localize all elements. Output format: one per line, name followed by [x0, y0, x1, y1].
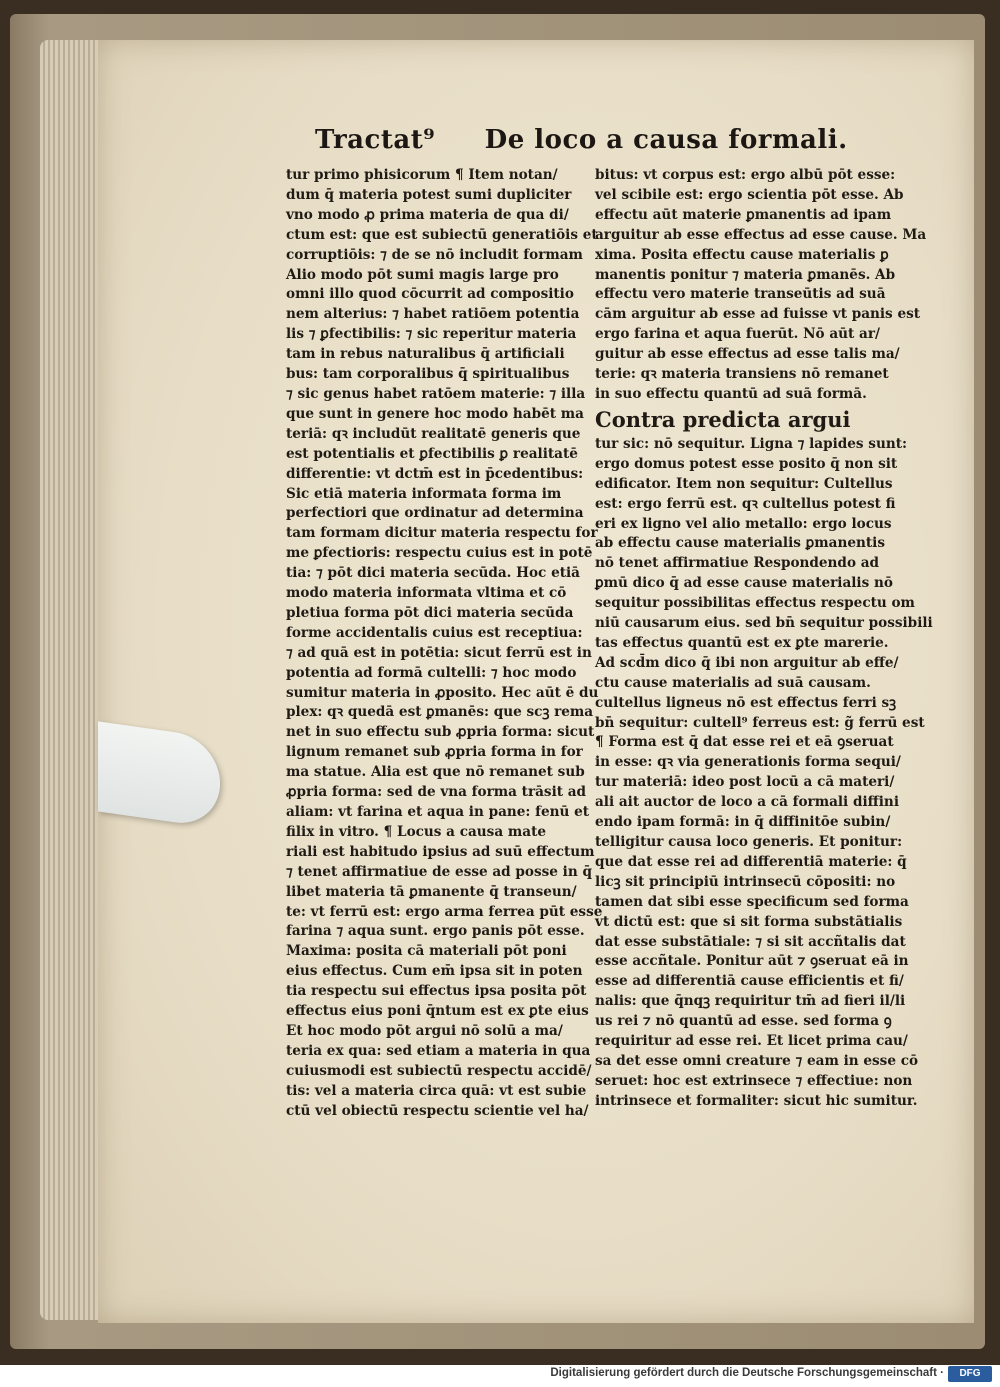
text-line: dum q̄ materia potest sumi dupliciter: [286, 186, 572, 203]
text-line: effectu vero materie transeūtis ad suā: [595, 286, 886, 303]
text-line: sequitur possibilitas effectus respectu om: [595, 595, 915, 612]
text-line: Et hoc modo pōt argui nō solū a ma/: [286, 1022, 563, 1039]
text-line: omni illo quod cōcurrit ad compositio: [286, 286, 574, 303]
text-line: requiritur ad esse rei. Et licet prima cau/: [595, 1033, 908, 1050]
text-line: esse ad differentiā cause efficientis et fi/: [595, 973, 904, 990]
text-line: farina ⁊ aqua sunt. ergo panis pōt esse.: [286, 923, 585, 940]
text-line: tia: ⁊ pōt dici materia secūda. Hoc etiā: [286, 565, 580, 582]
text-line: vt dictū est: que si sit forma substātialis: [595, 913, 903, 930]
text-line: perfectiori que ordinatur ad determina: [286, 505, 584, 522]
text-line: eri ex ligno vel alio metallo: ergo locus: [595, 515, 892, 532]
bookmark-strip: [98, 721, 220, 828]
text-line: nō tenet affirmatiue Respondendo ad: [595, 555, 880, 572]
text-line: Ad scd̄m dico q̄ ibi non arguitur ab effe/: [595, 654, 899, 671]
text-line: in esse: qꝛ via generationis forma sequi/: [595, 754, 901, 771]
text-line: Maxima: posita cā materiali pōt poni: [286, 943, 567, 960]
text-line: manentis ponitur ⁊ materia ꝑmanēs. Ab: [595, 266, 896, 283]
text-line: guitur ab esse effectus ad esse talis ma/: [595, 346, 900, 363]
right-text-column: [595, 166, 933, 1112]
text-line: sumitur materia in ꝓposito. Hec aūt ē du: [286, 684, 599, 701]
text-line: Sic etiā materia informata forma im: [286, 485, 562, 502]
text-line: libet materia tā ꝑmanente q̄ transeun/: [286, 883, 577, 900]
text-line: filix in vitro. ¶ Locus a causa mate: [286, 823, 547, 840]
text-line: net in suo effectu sub ꝓpria forma: sicut: [286, 724, 595, 741]
text-line: ⁊ sic genus habet ratōem materie: ⁊ illa: [286, 385, 586, 402]
text-line: ergo farina et aqua fuerūt. Nō aūt ar/: [595, 326, 880, 343]
text-line: est: ergo ferrū est. qꝛ cultellus potest fi: [595, 495, 896, 512]
text-line: plex: qꝛ quedā est ꝑmanēs: que scꝫ rema: [286, 704, 594, 721]
text-line: ergo domus potest esse posito q̄ non sit: [595, 455, 898, 472]
text-line: effectu aūt materie ꝑmanentis ad ipam: [595, 206, 892, 223]
text-line: dat esse substātiale: ⁊ si sit accñtalis dat: [595, 933, 906, 950]
text-line: xima. Posita effectu cause materialis ꝑ: [595, 246, 889, 263]
text-line: ⁊ tenet affirmatiue de esse ad posse in q̄: [286, 863, 592, 880]
text-line: me ꝑfectioris: respectu cuius est in potē: [286, 545, 593, 562]
text-line: bus: tam corporalibus q̄ spiritualibus: [286, 366, 570, 383]
text-line: aliam: vt farina et aqua in pane: fenū et: [286, 804, 590, 820]
text-line: vno modo ꝓ prima materia de qua di/: [286, 206, 569, 223]
text-line: terie: qꝛ materia transiens nō remanet: [595, 366, 889, 383]
text-line: arguitur ab esse effectus ad esse cause. Ma: [595, 226, 927, 243]
text-line: edificator. Item non sequitur: Cultellus: [595, 475, 893, 492]
text-line: intrinsece et formaliter: sicut hic sumitur.: [595, 1092, 918, 1109]
text-line: modo materia informata vltima et cō: [286, 585, 567, 602]
text-line: ctu cause materialis ad suā causam.: [595, 674, 871, 691]
text-line: cultellus ligneus nō est effectus ferri sꝫ: [595, 694, 897, 711]
text-line: eius effectus. Cum em̄ ipsa sit in poten: [286, 963, 583, 980]
text-line: teriā: qꝛ includūt realitatē generis que: [286, 425, 581, 442]
text-line: ¶ Forma est q̄ dat esse rei et eā ꝯseruat: [595, 734, 894, 751]
text-line: est potentialis et ꝑfectibilis ꝑ realitatē: [286, 445, 578, 462]
text-line: tur sic: nō sequitur. Ligna ⁊ lapides sunt:: [595, 435, 908, 452]
text-line: bn̄ sequitur: cultell⁹ ferreus est: g̃ ferrū est: [595, 714, 925, 731]
funding-notice: Digitalisierung gefördert durch die Deutsche Forschungsgemeinschaft ·: [550, 1367, 944, 1379]
dfg-logo-icon: DFG: [948, 1366, 992, 1382]
text-line: que sunt in genere hoc modo habēt ma: [286, 405, 584, 422]
text-line: nem alterius: ⁊ habet ratiōem potentia: [286, 306, 580, 323]
text-line: tam formam dicitur materia respectu for: [286, 525, 598, 542]
text-line: potentia ad formā cultelli: ⁊ hoc modo: [286, 664, 577, 681]
text-line: effectus eius poni q̄ntum est ex ꝑte eius: [286, 1003, 589, 1020]
text-line: tas effectus quantū est ex ꝑte marerie.: [595, 634, 889, 651]
text-line: niū causarum eius. sed bn̄ sequitur possibili: [595, 615, 933, 632]
text-line: cuiusmodi est subiectū respectu accidē/: [286, 1062, 592, 1079]
text-line: ma statue. Alia est que nō remanet sub: [286, 764, 585, 781]
text-line: tur materiā: ideo post locū a cā materi/: [595, 774, 895, 791]
text-line: lignum remanet sub ꝓpria forma in for: [286, 744, 583, 761]
text-line: tam in rebus naturalibus q̄ artificiali: [286, 346, 565, 363]
text-line: ꝓpria forma: sed de vna forma trāsit ad: [286, 784, 587, 801]
text-line: sa det esse omni creature ⁊ eam in esse cō: [595, 1052, 919, 1069]
text-line: te: vt ferrū est: ergo arma ferrea pūt esse: [286, 903, 603, 920]
text-line: Alio modo pōt sumi magis large pro: [286, 266, 559, 283]
text-line: differentie: vt dctm̄ est in p̄cedentibus:: [286, 465, 584, 482]
running-head-title: De loco a causa formali.: [484, 125, 848, 155]
text-line: esse accñtale. Ponitur aūt ⁊ ꝯseruat eā in: [595, 953, 909, 970]
text-line: ctum est: que est subiectū generatiōis et: [286, 226, 598, 243]
section-heading: Contra predicta argui: [595, 406, 851, 432]
text-line: telligitur causa loco generis. Et ponitur:: [595, 834, 903, 850]
text-line: ꝑmū dico q̄ ad esse cause materialis nō: [595, 575, 893, 592]
text-line: tis: vel a materia circa quā: vt est subie: [286, 1082, 587, 1099]
text-line: teria ex qua: sed etiam a materia in qua: [286, 1042, 591, 1059]
text-line: bitus: vt corpus est: ergo albū pōt esse:: [595, 167, 896, 183]
text-line: ctū vel obiectū respectu scientie vel ha/: [286, 1102, 589, 1119]
text-line: ab effectu cause materialis ꝑmanentis: [595, 535, 885, 552]
running-head-word-1: Tractat⁹: [315, 125, 436, 155]
running-head: [315, 125, 875, 165]
left-text-column: [286, 166, 603, 1122]
text-line: ⁊ ad quā est in potētia: sicut ferrū est in: [286, 644, 592, 661]
text-line: tia respectu sui effectus ipsa posita pōt: [286, 983, 587, 1000]
text-line: ali ait auctor de loco a cā formali diffini: [595, 794, 899, 811]
text-line: vel scibile est: ergo scientia pōt esse. Ab: [595, 186, 904, 203]
text-line: forme accidentalis cuius est receptiua:: [286, 624, 583, 641]
text-line: que dat esse rei ad differentiā materie: q̄: [595, 853, 907, 870]
text-line: us rei ⁊ nō quantū ad esse. sed forma ꝯ: [595, 1013, 892, 1030]
text-line: in suo effectu quantū ad suā formā.: [595, 385, 867, 402]
text-line: pletiua forma pōt dici materia secūda: [286, 604, 574, 621]
text-line: riali est habitudo ipsius ad suū effectum: [286, 843, 595, 860]
text-line: cām arguitur ab esse ad fuisse vt panis est: [595, 306, 921, 323]
text-line: tur primo phisicorum ¶ Item notan/: [286, 167, 558, 183]
text-line: nalis: que q̄nqꝫ requiritur tm̄ ad fieri il/li: [595, 993, 906, 1010]
text-line: endo ipam formā: in q̄ diffinitōe subin/: [595, 814, 891, 831]
text-line: corruptiōis: ⁊ de se nō includit formam: [286, 246, 583, 263]
text-line: licꝫ sit principiū intrinsecū cōpositi: no: [595, 873, 896, 890]
text-line: lis ⁊ ꝑfectibilis: ⁊ sic reperitur materia: [286, 326, 577, 343]
text-line: seruet: hoc est extrinsece ⁊ effectiue: non: [595, 1072, 913, 1089]
text-line: tamen dat sibi esse specificum sed forma: [595, 893, 909, 910]
